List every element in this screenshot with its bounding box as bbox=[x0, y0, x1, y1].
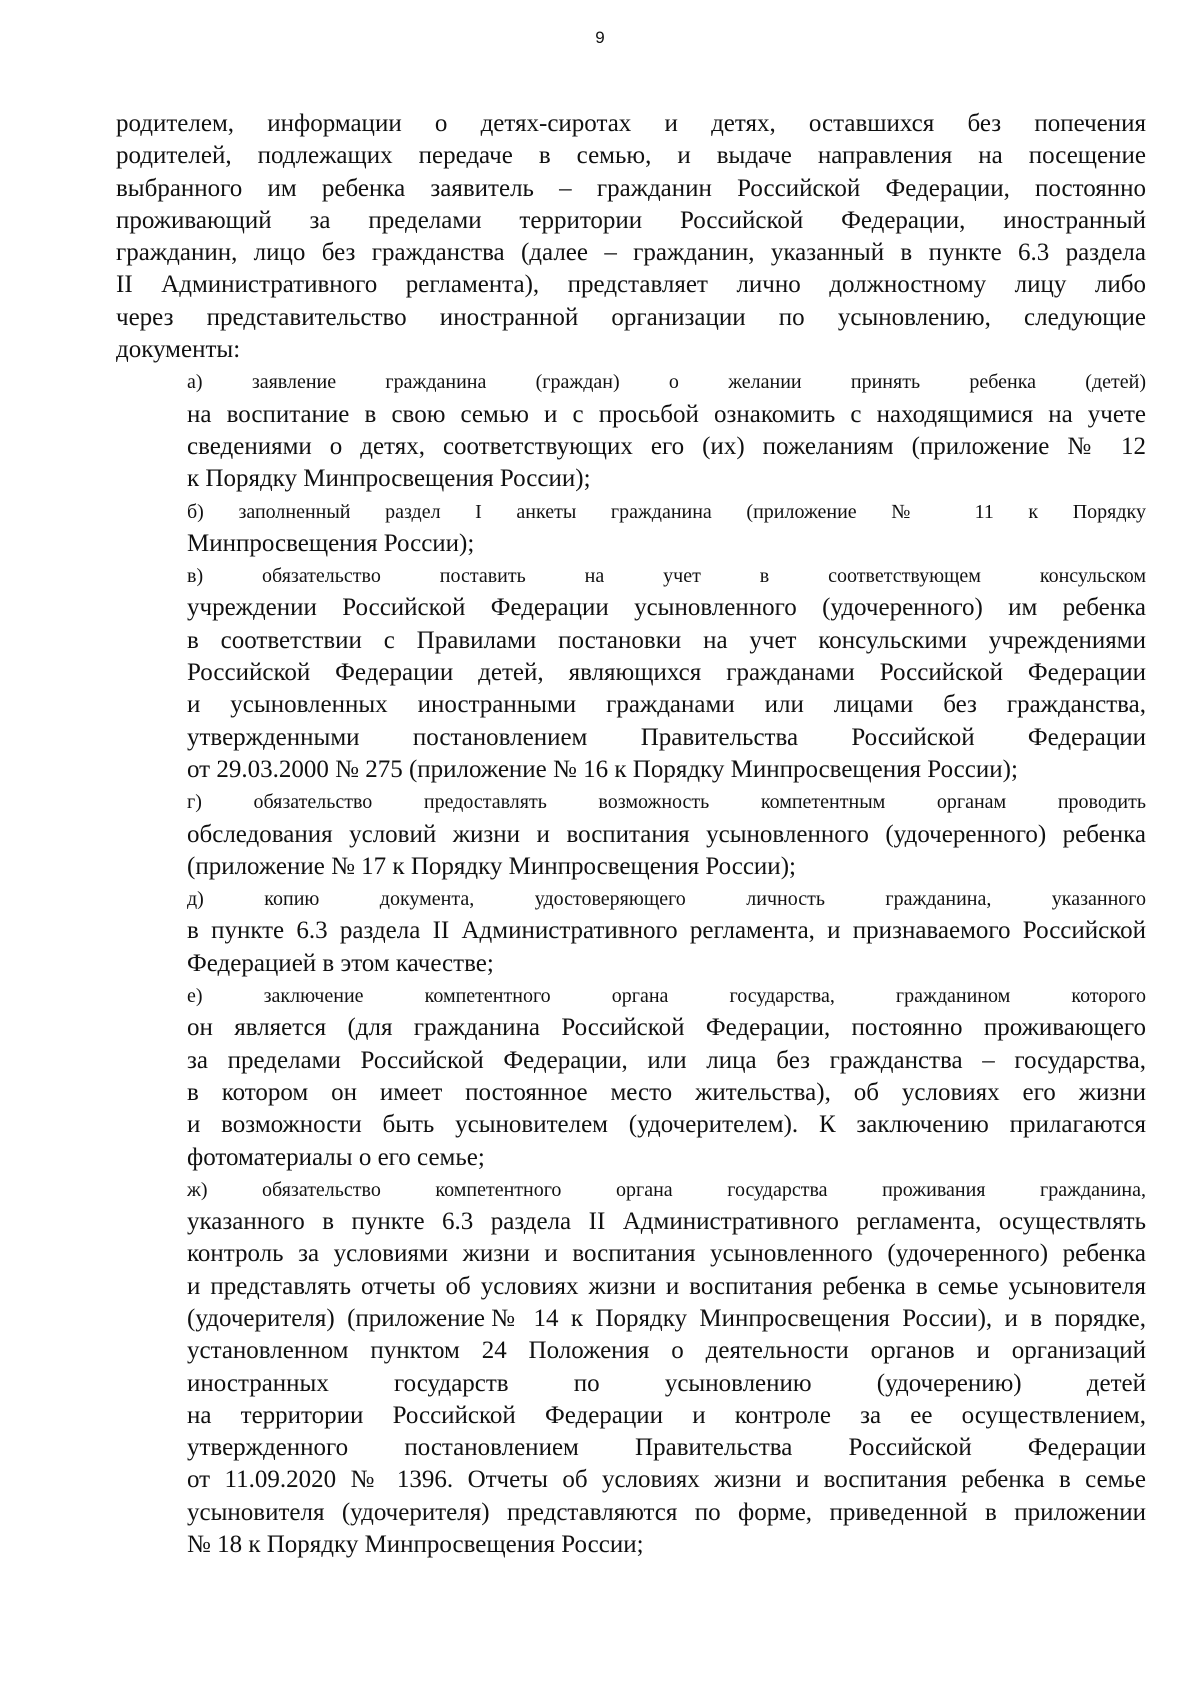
text-line: указанного в пункте 6.3 раздела II Административного регламента, осуществлять bbox=[187, 1208, 1146, 1236]
text-line: на воспитание в свою семью и с просьбой ознакомить с находящимися на учете bbox=[187, 400, 1146, 428]
paragraph bbox=[116, 496, 1146, 561]
text-line: II Административного регламента), представляет лично должностному лицу либо bbox=[116, 271, 1146, 299]
page-number: 9 bbox=[595, 28, 605, 47]
text-line: усыновителя (удочерителя) представляются по форме, приведенной в приложении bbox=[187, 1498, 1146, 1526]
text-line: и усыновленных иностранными гражданами или лицами без гражданства, bbox=[187, 691, 1146, 719]
text-line: в пункте 6.3 раздела II Административного регламента, и признаваемого Российской bbox=[187, 917, 1146, 945]
text-line: Минпросвещения России); bbox=[187, 529, 475, 557]
text-line: установленном пунктом 24 Положения о деятельности органов и организаций bbox=[187, 1337, 1146, 1365]
text-line: в котором он имеет постоянное место жительства), об условиях его жизни bbox=[187, 1078, 1146, 1106]
text-line: иностранных государств по усыновлению (удочерению) детей bbox=[187, 1369, 1146, 1397]
text-line: проживающий за пределами территории Российской Федерации, иностранный bbox=[116, 206, 1146, 234]
text-line: г) обязательство предоставлять возможность компетентным органам проводить bbox=[187, 791, 1146, 814]
text-line: Федерацией в этом качестве; bbox=[187, 949, 494, 977]
text-line: фотоматериалы о его семье; bbox=[187, 1143, 485, 1171]
text-line: гражданин, лицо без гражданства (далее – гражданин, указанный в пункте 6.3 раздела bbox=[116, 239, 1146, 267]
text-line: и возможности быть усыновителем (удочерителем). К заключению прилагаются bbox=[187, 1111, 1146, 1139]
text-line: он является (для гражданина Российской Федерации, постоянно проживающего bbox=[187, 1014, 1146, 1042]
text-line: и представлять отчеты об условиях жизни и воспитания ребенка в семье усыновителя bbox=[187, 1272, 1146, 1300]
text-line: на территории Российской Федерации и контроле за ее осуществлением, bbox=[187, 1401, 1146, 1429]
text-line: в) обязательство поставить на учет в соответствующем консульском bbox=[187, 565, 1146, 588]
text-line: е) заключение компетентного органа государства, гражданином которого bbox=[187, 985, 1146, 1008]
text-line: документы: bbox=[116, 336, 241, 364]
text-line: выбранного им ребенка заявитель – гражданин Российской Федерации, постоянно bbox=[116, 174, 1146, 202]
text-line: через представительство иностранной организации по усыновлению, следующие bbox=[116, 303, 1146, 331]
paragraph bbox=[116, 366, 1146, 495]
paragraph bbox=[116, 1174, 1146, 1562]
text-line: обследования условий жизни и воспитания усыновленного (удочеренного) ребенка bbox=[187, 820, 1146, 848]
text-line: родителей, подлежащих передаче в семью, и выдаче направления на посещение bbox=[116, 142, 1146, 170]
text-line: от 11.09.2020 № 1396. Отчеты об условиях жизни и воспитания ребенка в семье bbox=[187, 1466, 1146, 1494]
text-line: а) заявление гражданина (граждан) о желании принять ребенка (детей) bbox=[187, 371, 1146, 394]
paragraph bbox=[116, 883, 1146, 980]
text-line: за пределами Российской Федерации, или лица без гражданства – государства, bbox=[187, 1046, 1146, 1074]
text-line: от 29.03.2000 № 275 (приложение № 16 к Порядку Минпросвещения России); bbox=[187, 755, 1018, 783]
text-line: родителем, информации о детях-сиротах и детях, оставшихся без попечения bbox=[116, 110, 1146, 137]
paragraph bbox=[116, 980, 1146, 1174]
text-line: сведениями о детях, соответствующих его (их) пожеланиям (приложение № 12 bbox=[187, 432, 1146, 460]
paragraph bbox=[116, 108, 1146, 366]
paragraph bbox=[116, 560, 1146, 786]
text-line: утвержденного постановлением Правительства Российской Федерации bbox=[187, 1434, 1146, 1462]
paragraph bbox=[116, 786, 1146, 883]
text-line: б) заполненный раздел I анкеты гражданина (приложение № 11 к Порядку bbox=[187, 500, 1146, 523]
text-line: ж) обязательство компетентного органа государства проживания гражданина, bbox=[187, 1178, 1146, 1201]
text-line: № 18 к Порядку Минпросвещения России; bbox=[187, 1531, 644, 1559]
text-line: учреждении Российской Федерации усыновленного (удочеренного) им ребенка bbox=[187, 594, 1146, 622]
text-line: (удочерителя) (приложение№ 14 к Порядку Минпросвещения России), и в порядке, bbox=[187, 1304, 1146, 1332]
text-line: к Порядку Минпросвещения России); bbox=[187, 465, 591, 493]
text-line: Российской Федерации детей, являющихся гражданами Российской Федерации bbox=[187, 659, 1146, 687]
text-line: контроль за условиями жизни и воспитания усыновленного (удочеренного) ребенка bbox=[187, 1240, 1146, 1268]
text-line: утвержденными постановлением Правительства Российской Федерации bbox=[187, 723, 1146, 751]
text-line: д) копию документа, удостоверяющего личность гражданина, указанного bbox=[187, 888, 1146, 911]
text-line: в соответствии с Правилами постановки на учет консульскими учреждениями bbox=[187, 626, 1146, 654]
text-line: (приложение № 17 к Порядку Минпросвещения России); bbox=[187, 852, 796, 880]
document-body bbox=[116, 108, 1146, 1561]
